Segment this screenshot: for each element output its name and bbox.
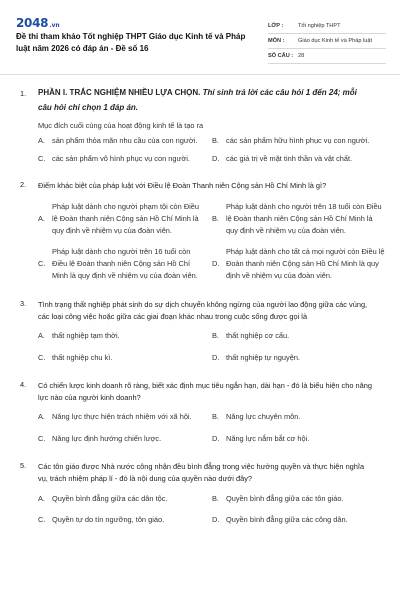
option-text: thất nghiệp tự nguyện. — [226, 352, 300, 362]
option-d[interactable] — [212, 153, 386, 165]
section-title-bold: PHẦN I. TRẮC NGHIỆM NHIỀU LỰA CHỌN. — [38, 88, 201, 97]
option-text: Năng lực chuyên môn. — [226, 412, 301, 422]
options-grid — [38, 493, 372, 527]
option-label: D. — [212, 259, 220, 269]
meta-key: MÔN : — [268, 38, 285, 44]
option-b[interactable] — [212, 201, 386, 238]
option-b[interactable] — [212, 135, 386, 147]
option-label: B. — [212, 214, 219, 224]
question-text: Mục đích cuối cùng của hoạt động kinh tế là tạo ra — [38, 121, 204, 130]
option-text: sản phẩm thỏa mãn nhu cầu của con người. — [52, 136, 198, 145]
option-b[interactable] — [212, 411, 386, 423]
question-3 — [20, 299, 372, 364]
option-label: C. — [38, 514, 46, 524]
option-text: Quyền bình đẳng giữa các tôn giáo. — [226, 493, 344, 503]
option-label: A. — [38, 214, 45, 224]
option-text: Pháp luật dành cho người trên 18 tuổi còn Điều lệ Đoàn thanh niên Cộng sản Hồ Chí Minh là quy định về nhiệm vụ của đoàn viên. — [226, 201, 382, 236]
question-text: Tình trạng thất nghiệp phát sinh do sự dịch chuyển không ngừng của người lao động giữa các vùng, các loại công việc hoặc giữa các giai đoạn khác nhau trong cuộc sống được gọi là — [38, 299, 368, 321]
option-d[interactable] — [212, 246, 386, 283]
document-header — [16, 6, 386, 66]
option-text: các giá trị về mặt tinh thần và vật chất. — [226, 154, 353, 164]
option-b[interactable] — [212, 330, 386, 342]
logo-main: 2048 — [16, 16, 49, 30]
meta-row-class — [268, 19, 386, 34]
question-text: Có chiến lược kinh doanh rõ ràng, biết xác định mục tiêu ngắn hạn, dài hạn - đó là biểu hiện cho năng lực nào của người kinh doanh? — [38, 380, 372, 403]
option-label: D. — [212, 433, 220, 443]
option-text: các sản phẩm vô hình phục vụ con người. — [52, 154, 190, 164]
option-label: D. — [212, 154, 220, 164]
section-title — [38, 86, 372, 115]
option-text: Pháp luật dành cho người trên 16 tuổi còn Điều lệ Đoàn thanh niên Cộng sản Hồ Chí Minh là quy định về nhiệm vụ của đoàn viên. — [52, 246, 198, 281]
question-text: Các tôn giáo được Nhà nước công nhận đều bình đẳng trong việc hưởng quyền và thực hiện nghĩa vụ, trách nhiệm pháp lí - đó là nội dung của quyền nào dưới đây? — [38, 462, 365, 484]
option-a[interactable] — [38, 201, 212, 238]
option-label: C. — [38, 433, 46, 443]
section-block — [20, 86, 372, 166]
option-text: thất nghiệp cơ cấu. — [226, 331, 290, 341]
option-a[interactable] — [38, 493, 212, 505]
option-label: C. — [38, 259, 46, 269]
options-grid — [38, 330, 372, 364]
header-divider — [0, 74, 400, 75]
meta-info-box — [268, 19, 386, 64]
option-text: Pháp luật dành cho tất cả mọi người còn Điều lệ Đoàn thanh niên Cộng sản Hồ Chí Minh là quy định về nhiệm vụ của đoàn viên. — [226, 246, 385, 281]
option-c[interactable] — [38, 153, 212, 165]
question-2 — [20, 179, 385, 283]
site-logo[interactable] — [16, 16, 60, 30]
question-number: 3. — [20, 298, 27, 308]
meta-value: Giáo dục Kinh tế và Pháp luật — [298, 38, 373, 44]
question-number: 5. — [20, 461, 27, 471]
logo-suffix: .vn — [49, 22, 60, 29]
option-text: các sản phẩm hữu hình phục vụ con người. — [226, 136, 370, 145]
options-grid — [38, 135, 372, 166]
option-d[interactable] — [212, 433, 386, 445]
question-number: 4. — [20, 379, 27, 389]
option-text: Quyền bình đẳng giữa các công dân. — [226, 514, 348, 524]
option-d[interactable] — [212, 352, 386, 364]
meta-key: LỚP : — [268, 23, 284, 29]
question-number: 2. — [20, 179, 27, 189]
option-a[interactable] — [38, 330, 212, 342]
question-4 — [20, 380, 372, 445]
option-label: B. — [212, 493, 219, 503]
option-label: D. — [212, 352, 220, 362]
option-text: Năng lực nắm bắt cơ hội. — [226, 433, 310, 443]
option-label: C. — [38, 154, 46, 164]
option-label: A. — [38, 412, 45, 422]
option-text: thất nghiệp chu kì. — [52, 352, 113, 362]
question-text: Điểm khác biệt của pháp luật với Điều lệ Đoàn Thanh niên Cộng sản Hồ Chí Minh là gì? — [38, 180, 327, 190]
option-label: A. — [38, 493, 45, 503]
option-b[interactable] — [212, 493, 386, 505]
meta-value: 28 — [298, 53, 305, 59]
option-text: Năng lực định hướng chiến lược. — [52, 433, 162, 443]
option-text: Pháp luật dành cho người phạm tội còn Điều lệ Đoàn thanh niên Cộng sản Hồ Chí Minh là quy định về nhiệm vụ của đoàn viên. — [52, 201, 200, 236]
option-label: A. — [38, 136, 45, 145]
option-a[interactable] — [38, 411, 212, 423]
meta-row-subject — [268, 34, 386, 49]
meta-key: SỐ CÂU : — [268, 53, 294, 59]
option-d[interactable] — [212, 514, 386, 526]
section-title-italic: Thí sinh trả lời các câu hỏi 1 đến 24; mỗi câu hỏi chỉ chọn 1 đáp án. — [38, 88, 357, 112]
option-label: B. — [212, 412, 219, 422]
option-label: C. — [38, 352, 46, 362]
option-text: Quyền bình đẳng giữa các dân tộc. — [52, 493, 168, 503]
option-c[interactable] — [38, 514, 212, 526]
option-c[interactable] — [38, 246, 212, 283]
option-text: Quyền tự do tín ngưỡng, tôn giáo. — [52, 514, 165, 524]
option-text: Năng lực thực hiện trách nhiệm với xã hội. — [52, 412, 192, 422]
meta-value: Tốt nghiệp THPT — [298, 23, 341, 29]
meta-row-count — [268, 49, 386, 64]
options-grid — [38, 411, 372, 445]
option-a[interactable] — [38, 135, 212, 147]
option-label: B. — [212, 136, 219, 145]
section-number: 1. — [20, 89, 27, 98]
document-title: Đề thi tham khảo Tốt nghiệp THPT Giáo dục Kinh tế và Pháp luật năm 2026 có đáp án - Đề số 16 — [16, 32, 246, 53]
question-list — [20, 86, 385, 526]
option-text: thất nghiệp tạm thời. — [52, 331, 120, 341]
options-grid — [38, 201, 385, 283]
option-c[interactable] — [38, 352, 212, 364]
option-label: B. — [212, 331, 219, 341]
option-label: D. — [212, 514, 220, 524]
question-5 — [20, 461, 372, 526]
option-c[interactable] — [38, 433, 212, 445]
option-label: A. — [38, 331, 45, 341]
